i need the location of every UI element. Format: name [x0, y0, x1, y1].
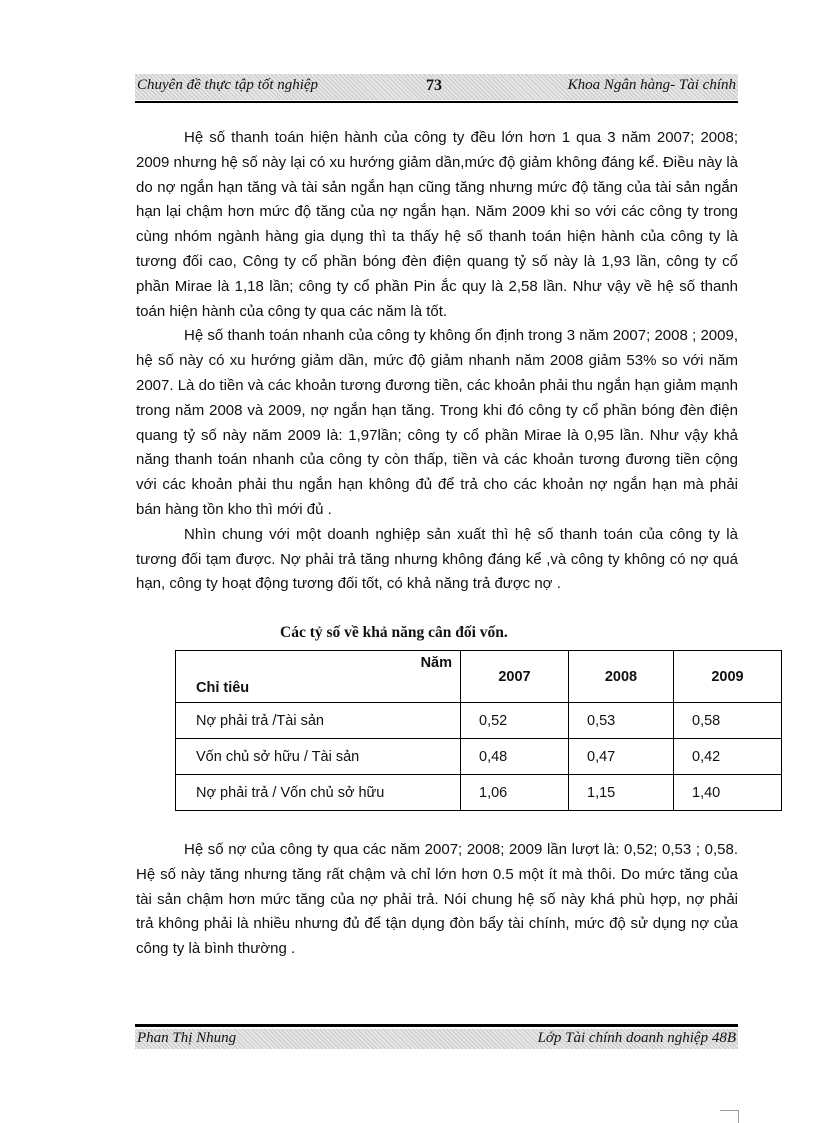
cell-value: 1,40	[674, 775, 782, 811]
year-header-2009: 2009	[674, 651, 782, 703]
footer-author: Phan Thị Nhung	[137, 1030, 237, 1046]
table-row	[176, 775, 782, 811]
cell-value: 1,15	[569, 775, 674, 811]
row-label: Nợ phải trả / Vốn chủ sở hữu	[176, 775, 461, 811]
page-number: 73	[426, 77, 442, 94]
table-row	[176, 703, 782, 739]
header-title: Chuyên đề thực tập tốt nghiệp	[137, 77, 319, 93]
table-header-row	[176, 651, 782, 703]
body-section-after-table	[136, 838, 738, 962]
footer-rule	[135, 1024, 738, 1027]
paragraph-quick-ratio: Hệ số thanh toán nhanh của công ty không ổn định trong 3 năm 2007; 2008 ; 2009, hệ số này có xu hướng giảm dần, mức độ giảm nhanh năm 2008 giảm 53% so với năm 2007. Là do tiền và các khoản tương đương tiền, các khoản phải thu ngắn hạn giảm mạnh trong năm 2008 và 2009, nợ ngắn hạn tăng. Trong khi đó công ty cổ phần bóng đèn điện quang tỷ số này năm 2009 là: 1,97lần; công ty cổ phần Mirae là 0,95 lần. Như vậy khả năng thanh toán nhanh của công ty còn thấp, tiền và các khoản tương đương tiền cộng với các khoản phải thu ngắn hạn không đủ để trả cho các khoản nợ ngắn hạn mà phải bán hàng tồn kho thì mới đủ .	[136, 327, 738, 518]
capital-ratio-table	[175, 650, 782, 811]
header-rule	[135, 101, 738, 103]
table-corner-cell	[176, 651, 461, 703]
table-row	[176, 739, 782, 775]
cell-value: 0,47	[569, 739, 674, 775]
row-label: Nợ phải trả /Tài sản	[176, 703, 461, 739]
table-title: Các tỷ số về khả năng cân đối vốn.	[280, 624, 508, 641]
paragraph-current-ratio: Hệ số thanh toán hiện hành của công ty đều lớn hơn 1 qua 3 năm 2007; 2008; 2009 nhưng hệ số này lại có xu hướng giảm dần,mức độ giảm không đáng kể. Điều này là do nợ ngắn hạn tăng và tài sản ngắn hạn cũng tăng nhưng mức độ tăng của tài sản ngắn hạn lại chậm hơn mức độ tăng của nợ ngắn hạn. Năm 2009 khi so với các công ty trong cùng nhóm ngành hàng gia dụng thì ta thấy hệ số thanh toán hiện hành của công ty là tương đối cao, Công ty cổ phần bóng đèn điện quang tỷ số này là 1,93 lần, công ty cổ phần Mirae là 1,18 lần; công ty cổ phần Pin ắc quy là 2,58 lần. Như vậy về hệ số thanh toán hiện hành của công ty qua các năm là tốt.	[136, 129, 738, 320]
crop-mark	[720, 1110, 738, 1111]
row-label: Vốn chủ sở hữu / Tài sản	[176, 739, 461, 775]
crop-mark	[738, 1110, 739, 1123]
cell-value: 0,52	[461, 703, 569, 739]
cell-value: 0,58	[674, 703, 782, 739]
year-header-2008: 2008	[569, 651, 674, 703]
cell-value: 0,53	[569, 703, 674, 739]
footer-class: Lớp Tài chính doanh nghiệp 48B	[537, 1030, 736, 1046]
cell-value: 0,42	[674, 739, 782, 775]
corner-indicator-label: Chỉ tiêu	[196, 680, 250, 696]
header-department: Khoa Ngân hàng- Tài chính	[567, 77, 736, 93]
page-footer	[135, 1029, 738, 1049]
body-section	[136, 126, 738, 597]
cell-value: 0,48	[461, 739, 569, 775]
paragraph-debt-ratio: Hệ số nợ của công ty qua các năm 2007; 2008; 2009 lần lượt là: 0,52; 0,53 ; 0,58. Hệ số này tăng nhưng tăng rất chậm và chỉ lớn hơn 0.5 một ít mà thôi. Do mức tăng của tài sản chậm hơn mức tăng của nợ phải trả. Nói chung hệ số này khá phù hợp, nợ phải trả không phải là nhiều nhưng đủ để tận dụng đòn bẩy tài chính, mức độ sử dụng nợ của công ty là bình thường .	[136, 841, 738, 958]
page-header	[135, 74, 738, 100]
year-header-2007: 2007	[461, 651, 569, 703]
paragraph-summary: Nhìn chung với một doanh nghiệp sản xuất thì hệ số thanh toán của công ty là tương đối tạm được. Nợ phải trả tăng nhưng không đáng kể ,và công ty không có nợ quá hạn, công ty hoạt động tương đối tốt, có khả năng trả được nợ .	[136, 525, 738, 593]
corner-year-label: Năm	[420, 655, 452, 671]
cell-value: 1,06	[461, 775, 569, 811]
